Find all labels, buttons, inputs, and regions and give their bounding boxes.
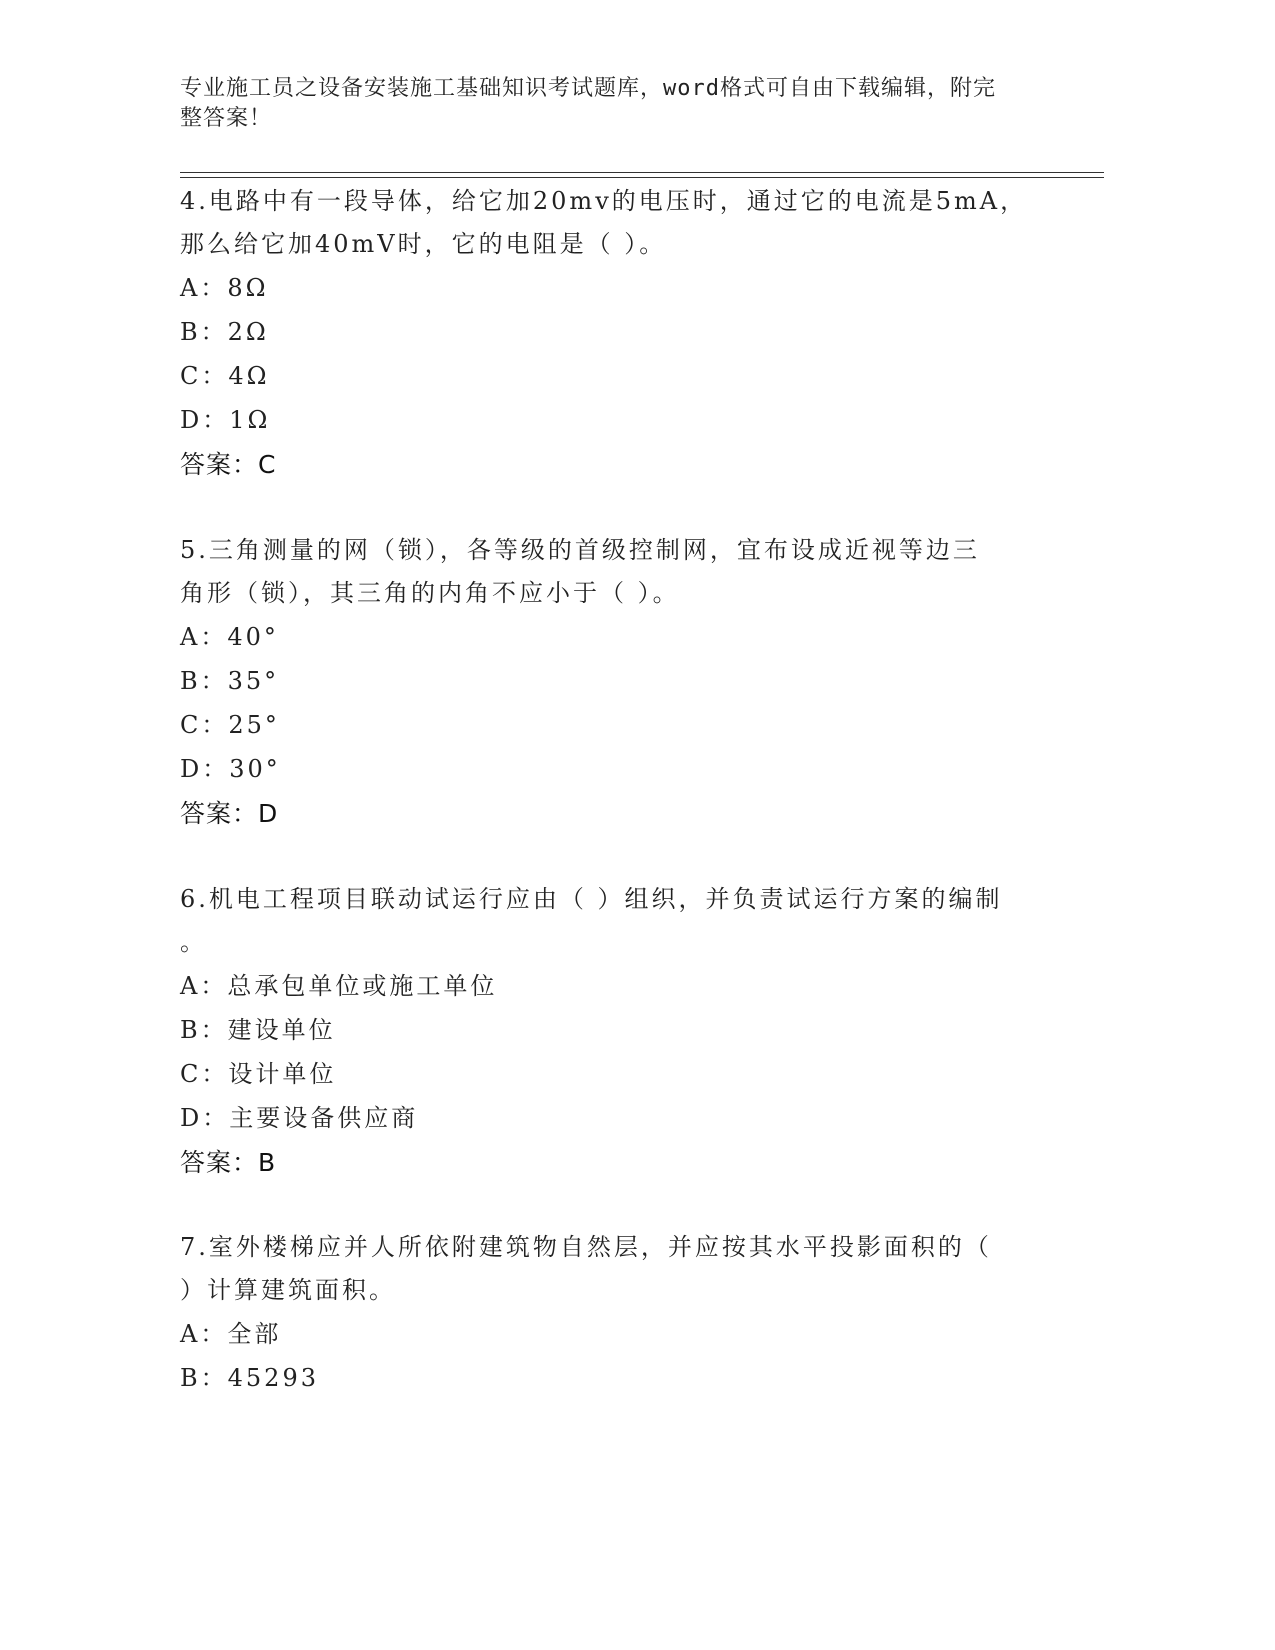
option-d: D：1Ω [180,406,271,434]
option-a: A：8Ω [180,274,269,302]
header-divider-top [180,172,1104,173]
answer: 答案：D [180,799,279,828]
option-c: C：25° [180,711,280,739]
header-line-2: 整答案！ [180,106,273,131]
question-text-line: 。 [180,928,207,956]
option-c: C：设计单位 [180,1060,337,1088]
option-a: A：全部 [180,1320,282,1348]
option-c: C：4Ω [180,362,270,390]
option-b: B：35° [180,667,280,695]
answer: 答案：B [180,1148,277,1177]
question-5 [180,529,1060,837]
question-6 [180,878,1060,1186]
question-text-line: 5.三角测量的网（锁），各等级的首级控制网，宜布设成近视等边三 [180,536,980,564]
document-header [180,74,1040,134]
question-text-line: 那么给它加40mV时，它的电阻是（ ）。 [180,230,667,258]
option-d: D：主要设备供应商 [180,1104,419,1132]
header-divider-bottom [180,177,1104,178]
question-text-line: 6.机电工程项目联动试运行应由（ ）组织，并负责试运行方案的编制 [180,885,1003,913]
header-line-1: 专业施工员之设备安装施工基础知识考试题库，word格式可自由下载编辑，附完 [180,76,996,101]
option-b: B：2Ω [180,318,269,346]
question-7 [180,1226,1060,1400]
question-text-line: 4.电路中有一段导体，给它加20mv的电压时，通过它的电流是5mA， [180,187,1028,215]
option-a: A：40° [180,623,279,651]
option-b: B：建设单位 [180,1016,336,1044]
option-a: A：总承包单位或施工单位 [180,972,498,1000]
question-4 [180,180,1060,488]
option-d: D：30° [180,755,281,783]
question-text-line: ）计算建筑面积。 [180,1276,396,1304]
answer: 答案：C [180,450,277,479]
question-text-line: 角形（锁），其三角的内角不应小于（ ）。 [180,579,680,607]
question-text-line: 7.室外楼梯应并人所依附建筑物自然层，并应按其水平投影面积的（ [180,1233,992,1261]
option-b: B：45293 [180,1364,319,1392]
